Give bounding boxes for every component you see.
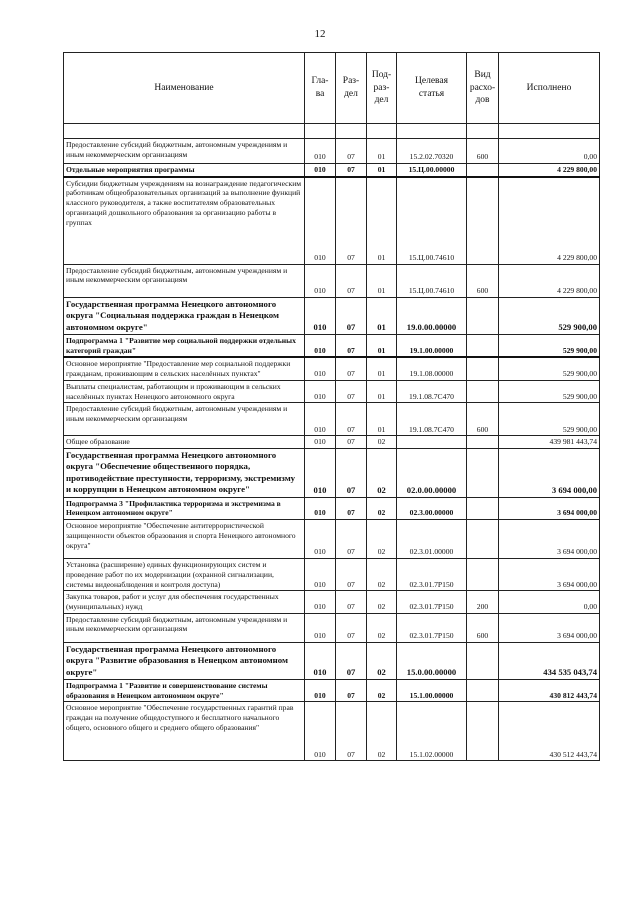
row-vid (467, 334, 499, 357)
row-podrazdel: 02 (367, 642, 397, 679)
row-target: 19.1.08.7С470 (397, 403, 467, 436)
header-podrazdel: Под- раз- дел (367, 53, 397, 124)
row-razdel: 07 (336, 297, 367, 334)
row-razdel: 07 (336, 264, 367, 297)
row-amount: 4 229 800,00 (499, 164, 600, 177)
row-podrazdel: 02 (367, 591, 397, 613)
row-amount: 4 229 800,00 (499, 177, 600, 265)
row-name: Подпрограмма 1 "Развитие мер социальной поддержки отдельных категорий граждан" (64, 334, 305, 357)
header-name: Наименование (64, 53, 305, 124)
row-glava: 010 (305, 297, 336, 334)
table-row (64, 680, 600, 702)
row-podrazdel: 02 (367, 436, 397, 449)
row-target (397, 124, 467, 139)
row-name: Основное мероприятие "Предоставление мер социальной поддержки гражданам, проживающим в сельских населённых пунктах" (64, 357, 305, 380)
row-name: Подпрограмма 3 "Профилактика терроризма и экстремизма в Ненецком автономном округе" (64, 497, 305, 519)
row-vid (467, 642, 499, 679)
row-razdel: 07 (336, 559, 367, 591)
row-podrazdel: 02 (367, 520, 397, 559)
row-amount: 3 694 000,00 (499, 520, 600, 559)
table-row (64, 559, 600, 591)
row-vid (467, 436, 499, 449)
row-target: 15.0.00.00000 (397, 642, 467, 679)
row-podrazdel: 01 (367, 264, 397, 297)
row-podrazdel: 02 (367, 680, 397, 702)
table-row (64, 334, 600, 357)
row-podrazdel: 01 (367, 380, 397, 402)
table-row (64, 449, 600, 498)
row-glava: 010 (305, 264, 336, 297)
row-razdel: 07 (336, 449, 367, 498)
row-name: Установка (расширение) единых функционирующих систем и проведение работ по их модернизации (охранной сигнализации, системы видеонаблюдения и контроля доступа) (64, 559, 305, 591)
row-podrazdel: 02 (367, 559, 397, 591)
row-amount: 529 900,00 (499, 297, 600, 334)
row-razdel: 07 (336, 357, 367, 380)
table-row (64, 497, 600, 519)
row-amount: 430 512 443,74 (499, 702, 600, 761)
row-name: Основное мероприятие "Обеспечение антитеррористической защищенности объектов образования и спорта Ненецкого автономного округа" (64, 520, 305, 559)
row-razdel: 07 (336, 139, 367, 164)
row-amount: 430 812 443,74 (499, 680, 600, 702)
row-name: Субсидии бюджетным учреждениям на вознаграждение педагогическим работникам общеобразовательных организаций за выполнение функций классного руководителя, а также воспитателям образовательных организаций дошкольного образования за организацию работы в группах (64, 177, 305, 265)
row-podrazdel: 02 (367, 613, 397, 642)
row-glava: 010 (305, 334, 336, 357)
row-target: 19.1.08.7С470 (397, 380, 467, 402)
row-amount: 529 900,00 (499, 380, 600, 402)
budget-table (63, 52, 600, 761)
row-amount: 4 229 800,00 (499, 264, 600, 297)
row-glava: 010 (305, 164, 336, 177)
table-row (64, 264, 600, 297)
row-amount: 434 535 043,74 (499, 642, 600, 679)
row-target: 15.Ц.00.74610 (397, 264, 467, 297)
row-vid: 600 (467, 139, 499, 164)
header-target: Целевая статья (397, 53, 467, 124)
row-vid (467, 357, 499, 380)
row-amount: 529 900,00 (499, 357, 600, 380)
row-amount: 3 694 000,00 (499, 497, 600, 519)
row-name: Государственная программа Ненецкого автономного округа "Развитие образования в Ненецком автономном округе" (64, 642, 305, 679)
row-vid: 600 (467, 264, 499, 297)
row-target (397, 436, 467, 449)
row-target: 02.3.01.00000 (397, 520, 467, 559)
table-row (64, 357, 600, 380)
row-podrazdel: 01 (367, 297, 397, 334)
row-name: Предоставление субсидий бюджетным, автономным учреждениям и иным некоммерческим организациям (64, 139, 305, 164)
row-target: 15.1.00.00000 (397, 680, 467, 702)
table-row (64, 124, 600, 139)
row-vid (467, 497, 499, 519)
row-vid (467, 702, 499, 761)
row-razdel: 07 (336, 497, 367, 519)
header-razdel: Раз- дел (336, 53, 367, 124)
row-glava: 010 (305, 591, 336, 613)
row-amount (499, 124, 600, 139)
row-glava: 010 (305, 139, 336, 164)
row-target: 02.0.00.00000 (397, 449, 467, 498)
row-glava: 010 (305, 613, 336, 642)
row-name: Выплаты специалистам, работающим и проживающим в сельских населённых пунктах Ненецкого автономного округа (64, 380, 305, 402)
table-row (64, 139, 600, 164)
row-amount: 0,00 (499, 591, 600, 613)
row-name: Закупка товаров, работ и услуг для обеспечения государственных (муниципальных) нужд (64, 591, 305, 613)
row-podrazdel: 01 (367, 164, 397, 177)
table-row (64, 591, 600, 613)
row-name: Отдельные мероприятия программы (64, 164, 305, 177)
page-number: 12 (314, 28, 326, 40)
row-amount: 529 900,00 (499, 403, 600, 436)
header-executed: Исполнено (499, 53, 600, 124)
row-amount: 3 694 000,00 (499, 613, 600, 642)
row-podrazdel: 01 (367, 177, 397, 265)
row-amount: 529 900,00 (499, 334, 600, 357)
row-target: 19.1.08.00000 (397, 357, 467, 380)
header-vid: Вид расхо- дов (467, 53, 499, 124)
row-name: Предоставление субсидий бюджетным, автономным учреждениям и иным некоммерческим организациям (64, 613, 305, 642)
row-amount: 3 694 000,00 (499, 559, 600, 591)
row-podrazdel: 02 (367, 702, 397, 761)
header-glava: Гла- ва (305, 53, 336, 124)
row-vid (467, 164, 499, 177)
row-podrazdel: 01 (367, 403, 397, 436)
table-row (64, 613, 600, 642)
table-row (64, 642, 600, 679)
row-vid (467, 297, 499, 334)
row-target: 15.2.02.70320 (397, 139, 467, 164)
row-amount: 439 981 443,74 (499, 436, 600, 449)
row-podrazdel: 02 (367, 449, 397, 498)
table-row (64, 164, 600, 177)
row-glava: 010 (305, 680, 336, 702)
row-vid (467, 177, 499, 265)
row-glava: 010 (305, 380, 336, 402)
row-name: Подпрограмма 1 "Развитие и совершенствование системы образования в Ненецком автономном округе" (64, 680, 305, 702)
row-glava: 010 (305, 702, 336, 761)
row-razdel (336, 124, 367, 139)
row-target: 15.Ц.00.74610 (397, 177, 467, 265)
row-name: Государственная программа Ненецкого автономного округа "Социальная поддержка граждан в Ненецком автономном округе" (64, 297, 305, 334)
row-vid (467, 680, 499, 702)
row-glava: 010 (305, 177, 336, 265)
row-target: 02.3.01.7Р150 (397, 613, 467, 642)
row-vid (467, 124, 499, 139)
row-name: Государственная программа Ненецкого автономного округа "Обеспечение общественного порядка, противодействие преступности, терроризму, экстремизму и коррупции в Ненецком автономном округе" (64, 449, 305, 498)
header-row (64, 53, 600, 124)
row-target: 15.Ц.00.00000 (397, 164, 467, 177)
row-target: 02.3.01.7Р150 (397, 559, 467, 591)
row-razdel: 07 (336, 591, 367, 613)
row-podrazdel: 02 (367, 497, 397, 519)
table-row (64, 436, 600, 449)
row-target: 02.3.01.7Р150 (397, 591, 467, 613)
row-razdel: 07 (336, 403, 367, 436)
row-vid: 600 (467, 403, 499, 436)
row-vid (467, 449, 499, 498)
row-razdel: 07 (336, 164, 367, 177)
row-name: Общее образование (64, 436, 305, 449)
row-podrazdel (367, 124, 397, 139)
row-vid (467, 559, 499, 591)
row-razdel: 07 (336, 613, 367, 642)
row-glava: 010 (305, 559, 336, 591)
row-razdel: 07 (336, 680, 367, 702)
row-razdel: 07 (336, 642, 367, 679)
row-name (64, 124, 305, 139)
row-razdel: 07 (336, 177, 367, 265)
row-glava: 010 (305, 497, 336, 519)
row-podrazdel: 01 (367, 357, 397, 380)
row-podrazdel: 01 (367, 139, 397, 164)
row-razdel: 07 (336, 702, 367, 761)
row-razdel: 07 (336, 380, 367, 402)
table-row (64, 177, 600, 265)
table-row (64, 297, 600, 334)
row-target: 19.0.00.00000 (397, 297, 467, 334)
row-name: Основное мероприятие "Обеспечение государственных гарантий прав граждан на получение общедоступного и бесплатного начального общего, основного общего и среднего общего образования" (64, 702, 305, 761)
row-podrazdel: 01 (367, 334, 397, 357)
row-razdel: 07 (336, 436, 367, 449)
row-vid (467, 380, 499, 402)
row-name: Предоставление субсидий бюджетным, автономным учреждениям и иным некоммерческим организациям (64, 403, 305, 436)
row-amount: 0,00 (499, 139, 600, 164)
table-row (64, 380, 600, 402)
row-amount: 3 694 000,00 (499, 449, 600, 498)
row-glava: 010 (305, 449, 336, 498)
row-target: 19.1.00.00000 (397, 334, 467, 357)
row-vid (467, 520, 499, 559)
row-glava: 010 (305, 520, 336, 559)
row-glava: 010 (305, 436, 336, 449)
row-target: 02.3.00.00000 (397, 497, 467, 519)
table-row (64, 403, 600, 436)
row-vid: 200 (467, 591, 499, 613)
row-glava: 010 (305, 642, 336, 679)
row-glava: 010 (305, 357, 336, 380)
row-glava (305, 124, 336, 139)
row-name: Предоставление субсидий бюджетным, автономным учреждениям и иным некоммерческим организациям (64, 264, 305, 297)
row-razdel: 07 (336, 520, 367, 559)
row-target: 15.1.02.00000 (397, 702, 467, 761)
row-razdel: 07 (336, 334, 367, 357)
row-vid: 600 (467, 613, 499, 642)
table-row (64, 702, 600, 761)
row-glava: 010 (305, 403, 336, 436)
table-row (64, 520, 600, 559)
